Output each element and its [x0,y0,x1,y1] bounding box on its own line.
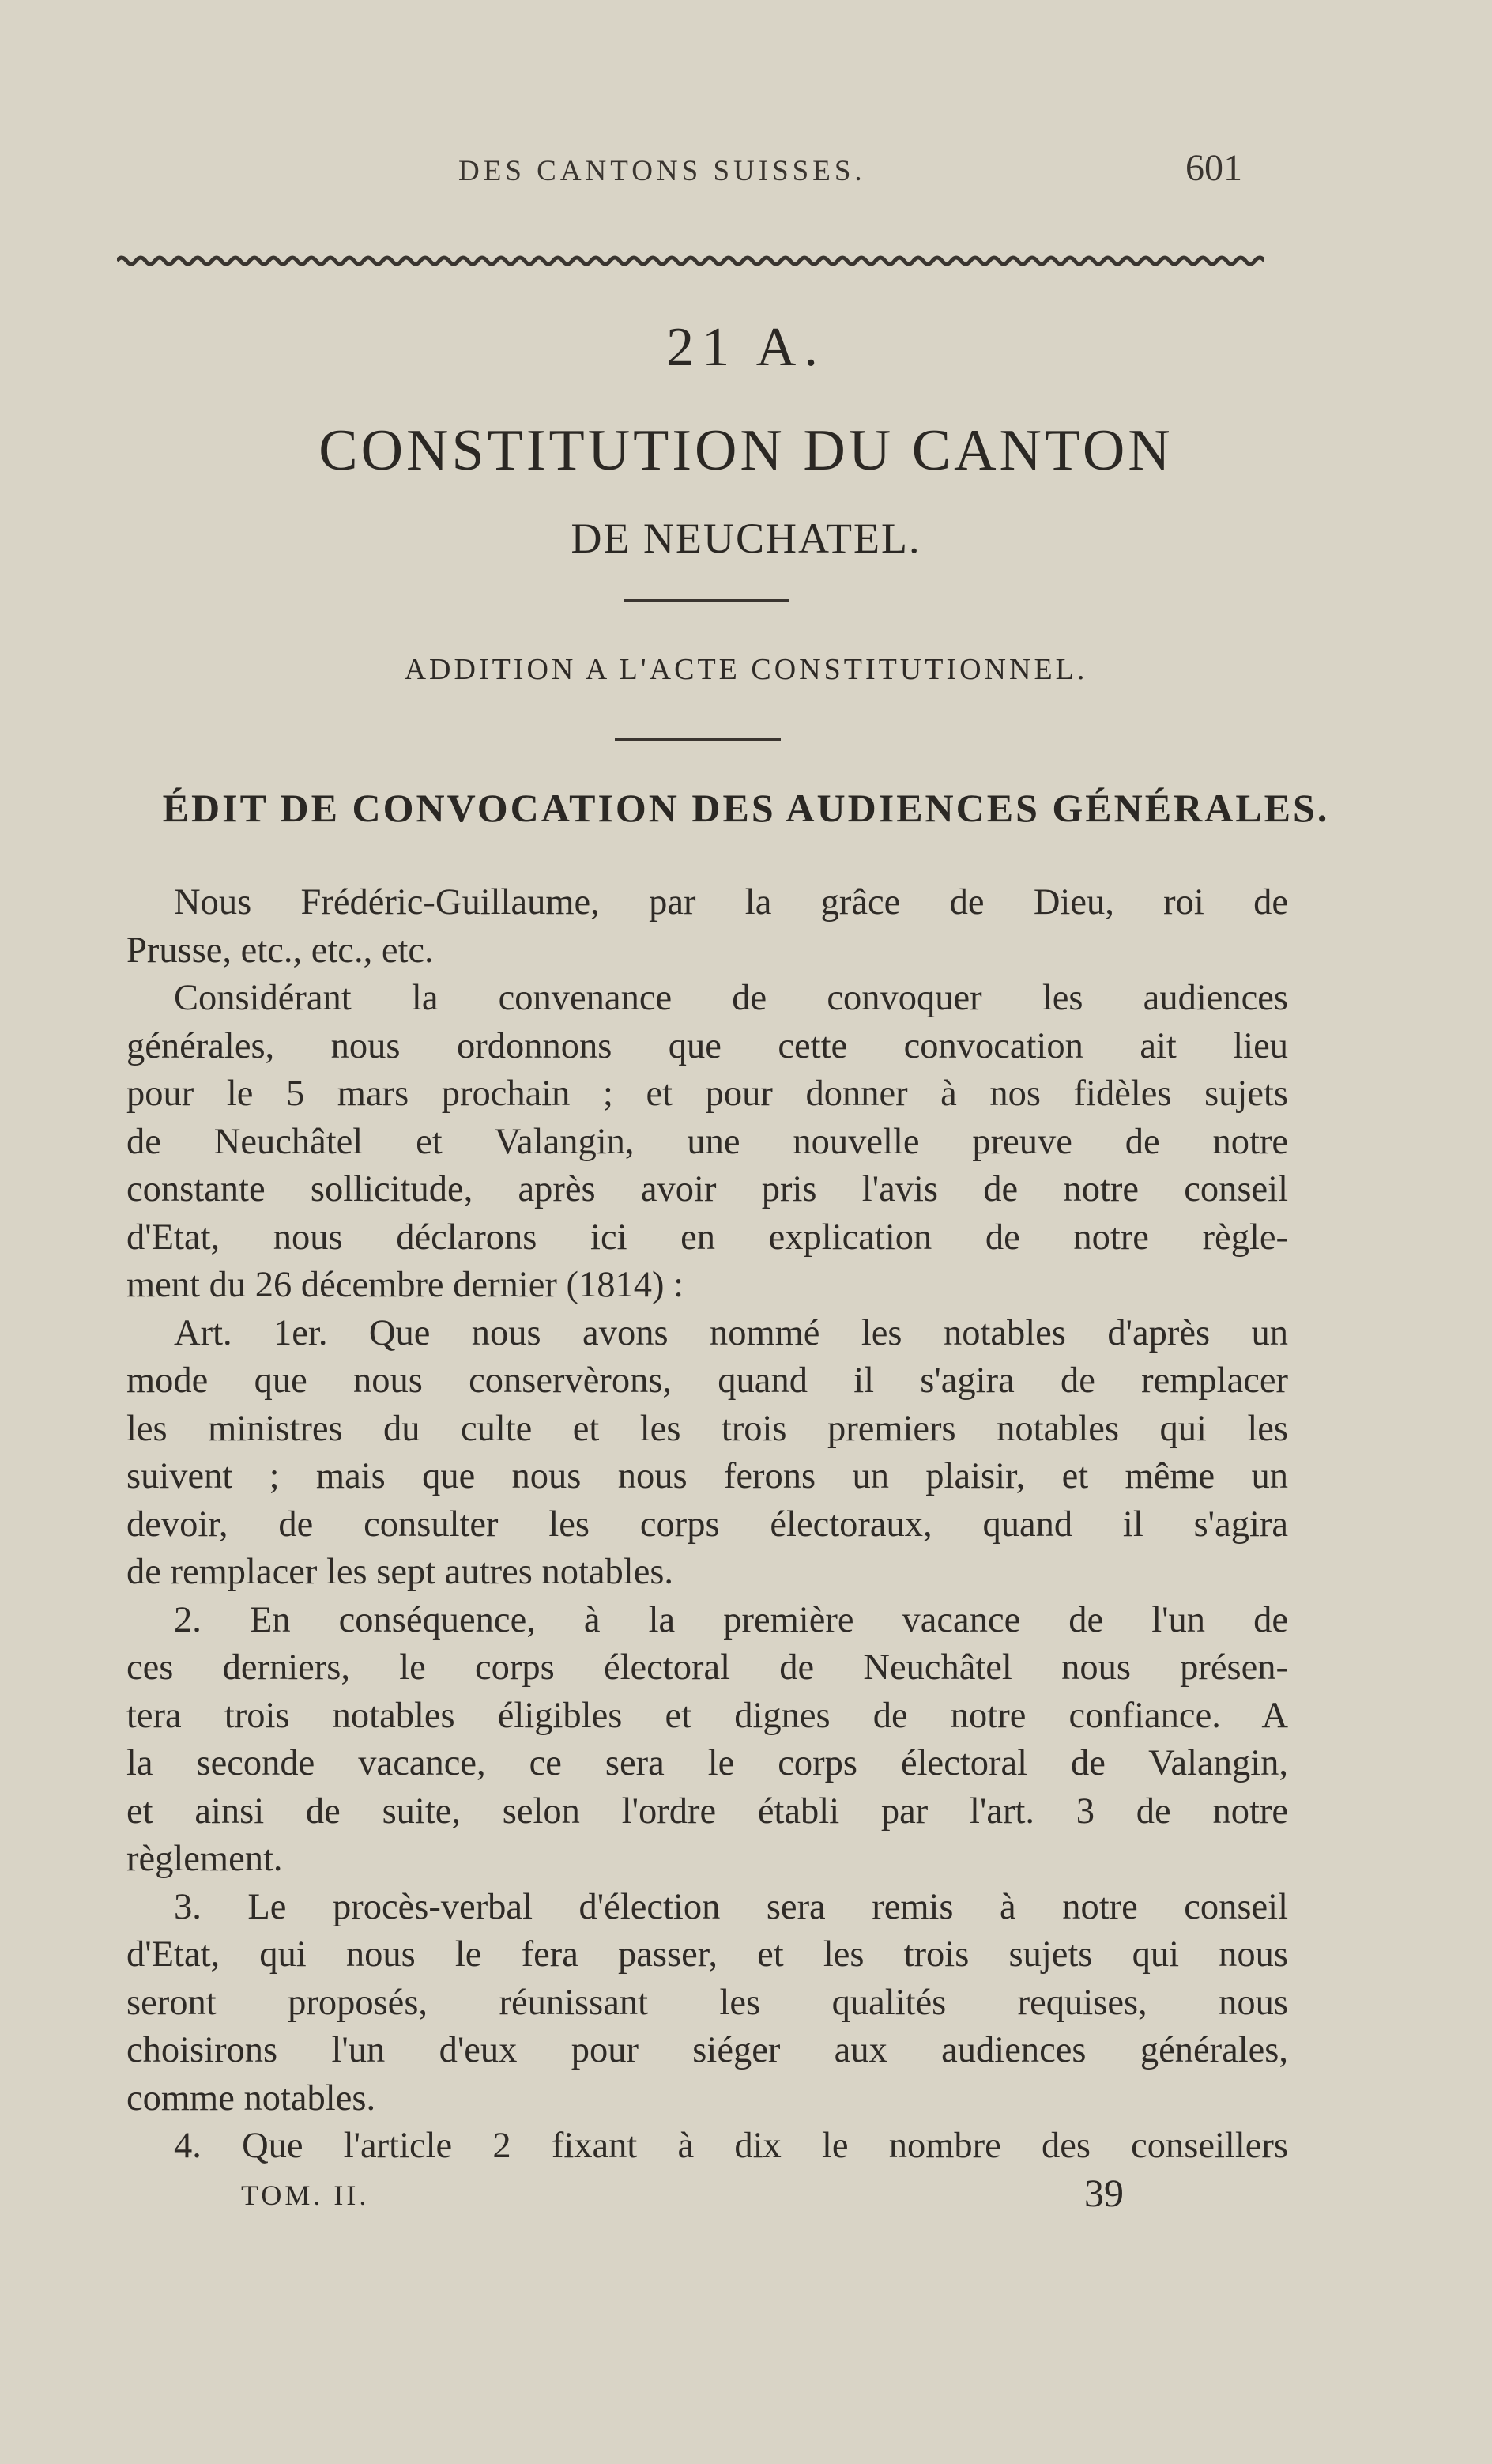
divider-rule [624,599,789,602]
text-line: la seconde vacance, ce sera le corps électoral de Valangin, [126,1743,1288,1783]
text-line: suivent ; mais que nous nous ferons un plaisir, et même un [126,1456,1288,1496]
text-line: les ministres du culte et les trois premiers notables qui les [126,1408,1288,1449]
canton-subtitle: DE NEUCHATEL. [571,515,921,562]
edict-title: ÉDIT DE CONVOCATION DES AUDIENCES GÉNÉRALES. [162,786,1330,830]
divider-rule [615,738,781,741]
text-line: ces derniers, le corps électoral de Neuchâtel nous présen- [126,1647,1288,1688]
text-line: 2. En conséquence, à la première vacance de l'un de [174,1599,1288,1640]
text-line: de Neuchâtel et Valangin, une nouvelle preuve de notre [126,1121,1288,1162]
text-line: règlement. [126,1839,283,1879]
text-line: 4. Que l'article 2 fixant à dix le nombre des conseillers [174,2126,1288,2166]
text-line: choisirons l'un d'eux pour siéger aux audiences générales, [126,2030,1288,2070]
text-line: mode que nous conservèrons, quand il s'agira de remplacer [126,1360,1288,1401]
text-line: Considérant la convenance de convoquer les audiences [174,978,1288,1018]
text-line: pour le 5 mars prochain ; et pour donner à nos fidèles sujets [126,1074,1288,1114]
text-line: ment du 26 décembre dernier (1814) : [126,1265,684,1305]
constitution-title: CONSTITUTION DU CANTON [318,418,1174,483]
text-line: Nous Frédéric-Guillaume, par la grâce de Dieu, roi de [174,882,1288,923]
running-head: DES CANTONS SUISSES. [458,155,866,187]
signature-mark: 39 [1084,2171,1124,2215]
text-line: 3. Le procès-verbal d'élection sera remis à notre conseil [174,1886,1288,1927]
text-line: d'Etat, nous déclarons ici en explication de notre règle- [126,1217,1288,1258]
text-line: constante sollicitude, après avoir pris l'avis de notre conseil [126,1169,1288,1209]
text-line: et ainsi de suite, selon l'ordre établi par l'art. 3 de notre [126,1790,1288,1832]
text-line: de remplacer les sept autres notables. [126,1552,674,1592]
ornamental-rule [117,251,1264,270]
text-line: devoir, de consulter les corps électoraux, quand il s'agira [126,1504,1288,1545]
text-line: générales, nous ordonnons que cette convocation ait lieu [126,1025,1288,1066]
text-line: comme notables. [126,2077,376,2119]
page-number: 601 [1185,147,1242,189]
text-line: seront proposés, réunissant les qualités requises, nous [126,1982,1288,2023]
text-line: tera trois notables éligibles et dignes de notre confiance. A [126,1695,1288,1736]
body-text [126,879,1288,2171]
text-line: Prusse, etc., etc., etc. [126,930,434,971]
addition-heading: ADDITION A L'ACTE CONSTITUTIONNEL. [404,653,1088,686]
volume-marker: TOM. II. [241,2179,370,2211]
text-line: d'Etat, qui nous le fera passer, et les trois sujets qui nous [126,1934,1288,1975]
article-number: 21 A. [666,317,826,378]
text-line: Art. 1er. Que nous avons nommé les notables d'après un [174,1312,1288,1353]
